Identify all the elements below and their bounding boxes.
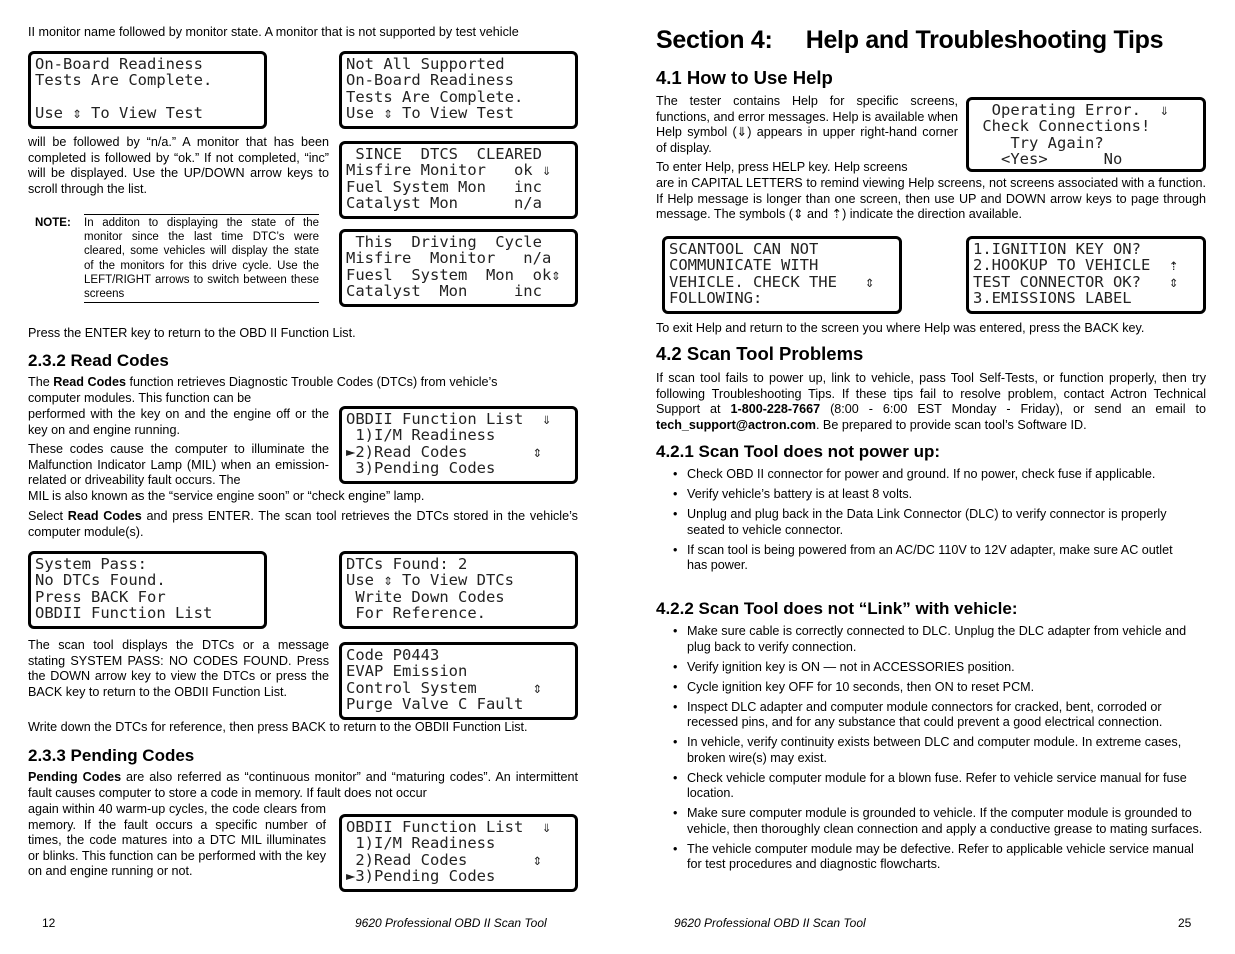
tip-item: • Check OBD II connector for power and ground. If no power, check fuse if applicable.: [656, 467, 1196, 483]
lcd-function-list-read: [339, 406, 578, 484]
lcd-line: ►2)Read Codes ⇕: [346, 442, 542, 461]
read-codes-rest: performed with the key on and the engine off or the key on and engine running.: [28, 407, 329, 437]
read-codes-mil-tail: MIL is also known as the “service engine soon” or “check engine” lamp.: [28, 489, 425, 503]
tip-item: • Make sure computer module is grounded to vehicle. If the computer module is grounded to vehicle, then thoroughly clean connection and apply a conductive grease to mating surfaces.: [656, 806, 1206, 837]
read-codes-line2: computer modules. This function can be: [28, 391, 252, 405]
lcd-operating-error: [966, 97, 1206, 172]
link-tips-list: [656, 624, 1206, 877]
lcd-line: OBDII Function List ⇓: [346, 818, 552, 836]
read-codes-heading: 2.3.2 Read Codes: [28, 351, 169, 370]
pending-codes-detail: again within 40 warm-up cycles, the code clears from memory. If the fault occurs a specific number of times, the code matures into a DTC MIL illuminates or blinks. This function can be performed with the key on and engine running or not.: [28, 802, 326, 879]
read-codes-mil: These codes cause the computer to illuminate the Malfunction Indicator Lamp (MIL) when an emission-related or driveability fault occurs. The: [28, 442, 329, 488]
lcd-line: Try Again?: [973, 133, 1104, 152]
read-codes-intro: The Read Codes function retrieves Diagnostic Trouble Codes (DTCs) from vehicle’s: [28, 375, 498, 389]
scan-tool-problems-text: If scan tool fails to power up, link to vehicle, pass Tool Self-Tests, or function properly, then try following Troubleshooting Tips. If these tips fail to resolve problem, contact Actron Technical Support at 1-800-228-7667 (8:00 - 6:00 EST Monday - Friday), or send an email to tech_support@actron.com. Be prepared to provide scan tool’s Software ID.: [656, 371, 1206, 432]
lcd-line: SINCE DTCS CLEARED: [346, 145, 542, 163]
lcd-system-pass: [28, 551, 267, 629]
lcd-line: Misfire Monitor ok ⇓: [346, 161, 552, 180]
lcd-line: Tests Are Complete.: [35, 71, 213, 90]
lcd-line: [35, 89, 260, 105]
lcd-scantool-cannot-communicate: [662, 236, 902, 314]
lcd-function-list-pending: [339, 814, 578, 892]
lcd-line: System Pass:: [35, 555, 147, 573]
lcd-line: OBDII Function List: [35, 604, 213, 623]
exit-help-text: To exit Help and return to the screen you where Help was entered, press the BACK key.: [656, 321, 1145, 335]
lcd-line: SCANTOOL CAN NOT: [669, 240, 819, 258]
power-up-tips-list: [656, 467, 1196, 578]
lcd-line: No DTCs Found.: [35, 571, 166, 590]
power-up-heading: 4.2.1 Scan Tool does not power up:: [656, 442, 940, 461]
lcd-dtcs-found: [339, 551, 578, 629]
lcd-readiness-complete: [28, 51, 267, 129]
tip-item: • In vehicle, verify continuity exists between DLC and computer module. In extreme cases, broken wire(s) may exist.: [656, 735, 1206, 766]
displays-dtcs-text: The scan tool displays the DTCs or a message stating SYSTEM PASS: NO CODES FOUND. Press the DOWN arrow key to view the DTCs or press the BACK key to return to the OBDII Function List.: [28, 638, 329, 699]
lcd-not-all-supported: [339, 51, 578, 129]
lcd-line: VEHICLE. CHECK THE ⇕: [669, 272, 875, 291]
lcd-line: Use ⇕ To View DTCs: [346, 571, 514, 590]
lcd-since-dtcs-cleared: [339, 141, 578, 219]
lcd-line: Fuesl System Mon ok⇕: [346, 265, 561, 284]
lcd-line: Fuel System Mon inc: [346, 177, 542, 196]
lcd-line: Press BACK For: [35, 587, 166, 606]
lcd-line: Code P0443: [346, 646, 440, 664]
lcd-line: DTCs Found: 2: [346, 555, 468, 573]
tip-item: • Check vehicle computer module for a blown fuse. Refer to vehicle service manual for fuse location.: [656, 771, 1206, 802]
note-text: In additon to displaying the state of the monitor since the last time DTC’s were cleared, some vehicles will display the state of the monitors for this drive cycle. Use the LEFT/RIGHT arrows to switch between these screens: [84, 214, 319, 303]
link-heading: 4.2.2 Scan Tool does not “Link” with vehicle:: [656, 599, 1018, 618]
lcd-line: Control System ⇕: [346, 678, 542, 697]
lcd-ignition-checklist: [966, 236, 1206, 314]
footer-title-left: 9620 Professional OBD II Scan Tool: [355, 916, 547, 930]
lcd-line: TEST CONNECTOR OK? ⇕: [973, 272, 1179, 291]
help-intro-text: The tester contains Help for specific screens, functions, and error messages. Help is available when Help symbol (⇓) appears in upper right-hand corner of display.: [656, 94, 958, 155]
page-number-left: 12: [42, 916, 56, 930]
lcd-line: Not All Supported: [346, 55, 505, 73]
tip-item: • Inspect DLC adapter and computer module connectors for cracked, bent, corroded or recessed pins, and for any substance that could prevent a good electrical connection.: [656, 700, 1206, 731]
lcd-line: ►3)Pending Codes: [346, 867, 496, 886]
lcd-line: FOLLOWING:: [669, 289, 763, 308]
lcd-line: Check Connections!: [973, 117, 1151, 136]
lcd-line: EVAP Emission: [346, 662, 468, 681]
lcd-line: 3.EMISSIONS LABEL: [973, 289, 1132, 308]
pending-codes-heading: 2.3.3 Pending Codes: [28, 746, 195, 765]
tip-item: • Cycle ignition key OFF for 10 seconds, then ON to reset PCM.: [656, 680, 1206, 696]
lcd-line: Use ⇕ To View Test: [346, 104, 514, 123]
lcd-line: OBDII Function List ⇓: [346, 410, 552, 428]
lcd-line: Catalyst Mon n/a: [346, 194, 542, 213]
lcd-line: Operating Error. ⇓: [973, 101, 1169, 119]
how-to-use-help-heading: 4.1 How to Use Help: [656, 67, 833, 88]
tip-item: • Make sure cable is correctly connected to DLC. Unplug the DLC adapter from vehicle and plug back to verify connection.: [656, 624, 1206, 655]
lcd-line: 3)Pending Codes: [346, 459, 496, 478]
lcd-line: On-Board Readiness: [346, 71, 514, 90]
lcd-line: Misfire Monitor n/a: [346, 249, 552, 268]
footer-title-right: 9620 Professional OBD II Scan Tool: [674, 916, 866, 930]
press-enter-text: Press the ENTER key to return to the OBD II Function List.: [28, 326, 356, 340]
lcd-line: 2)Read Codes ⇕: [346, 850, 542, 869]
lcd-line: 2.HOOKUP TO VEHICLE ⇡: [973, 256, 1179, 275]
write-down-text: Write down the DTCs for reference, then press BACK to return to the OBDII Function List.: [28, 720, 528, 734]
lcd-code-p0443: [339, 642, 578, 720]
intro-line: II monitor name followed by monitor state. A monitor that is not supported by test vehicle: [28, 25, 519, 39]
right-page: [656, 0, 1206, 954]
lcd-line: Write Down Codes: [346, 587, 505, 606]
tip-item: • Verify ignition key is ON — not in ACCESSORIES position.: [656, 660, 1206, 676]
scan-tool-problems-heading: 4.2 Scan Tool Problems: [656, 343, 864, 364]
lcd-line: This Driving Cycle: [346, 233, 542, 251]
section-title: Section 4: Help and Troubleshooting Tips: [656, 26, 1164, 54]
lcd-line: Tests Are Complete.: [346, 87, 524, 106]
left-page: [28, 0, 578, 954]
lcd-line: Catalyst Mon inc: [346, 282, 542, 301]
lcd-line: 1)I/M Readiness: [346, 834, 496, 853]
help-enter-rest: are in CAPITAL LETTERS to remind viewing Help screens, not screens associated with a function. If Help message is longer than one screen, then use UP and DOWN arrow keys to page through message. The symbols (⇕ and ⇡) indicate the direction available.: [656, 176, 1206, 222]
tip-item: • Verify vehicle’s battery is at least 8 volts.: [656, 487, 1196, 503]
tip-item: • If scan tool is being powered from an AC/DC 110V to 12V adapter, make sure AC outlet has power.: [656, 543, 1196, 574]
pending-codes-intro: Pending Codes are also referred as “continuous monitor” and “maturing codes”. An intermittent fault causes computer to store a code in memory. If fault does not occur: [28, 770, 578, 800]
lcd-line: 1.IGNITION KEY ON?: [973, 240, 1141, 258]
lcd-line: <Yes> No: [973, 150, 1123, 169]
help-enter-line: To enter Help, press HELP key. Help screens: [656, 160, 908, 174]
tip-item: • The vehicle computer module may be defective. Refer to applicable vehicle service manual for test procedures and diagnostic flowcharts.: [656, 842, 1206, 873]
lcd-line: For Reference.: [346, 604, 486, 623]
tip-item: • Unplug and plug back in the Data Link Connector (DLC) to verify connector is properly seated to vehicle connector.: [656, 507, 1196, 538]
lcd-line: 1)I/M Readiness: [346, 426, 496, 445]
lcd-line: COMMUNICATE WITH: [669, 256, 819, 275]
lcd-line: Purge Valve C Fault: [346, 695, 524, 714]
lcd-line: On-Board Readiness: [35, 55, 203, 73]
select-read-codes-text: Select Read Codes and press ENTER. The scan tool retrieves the DTCs stored in the vehicle’s computer module(s).: [28, 509, 578, 539]
lcd-this-driving-cycle: [339, 229, 578, 307]
lcd-line: Use ⇕ To View Test: [35, 104, 203, 123]
note-label: NOTE:: [35, 217, 71, 229]
monitor-state-text: will be followed by “n/a.” A monitor that has been completed is followed by “ok.” If not completed, “inc” will be displayed. Use the UP/DOWN arrow keys to scroll through the list.: [28, 135, 329, 196]
page-number-right: 25: [1178, 916, 1192, 930]
